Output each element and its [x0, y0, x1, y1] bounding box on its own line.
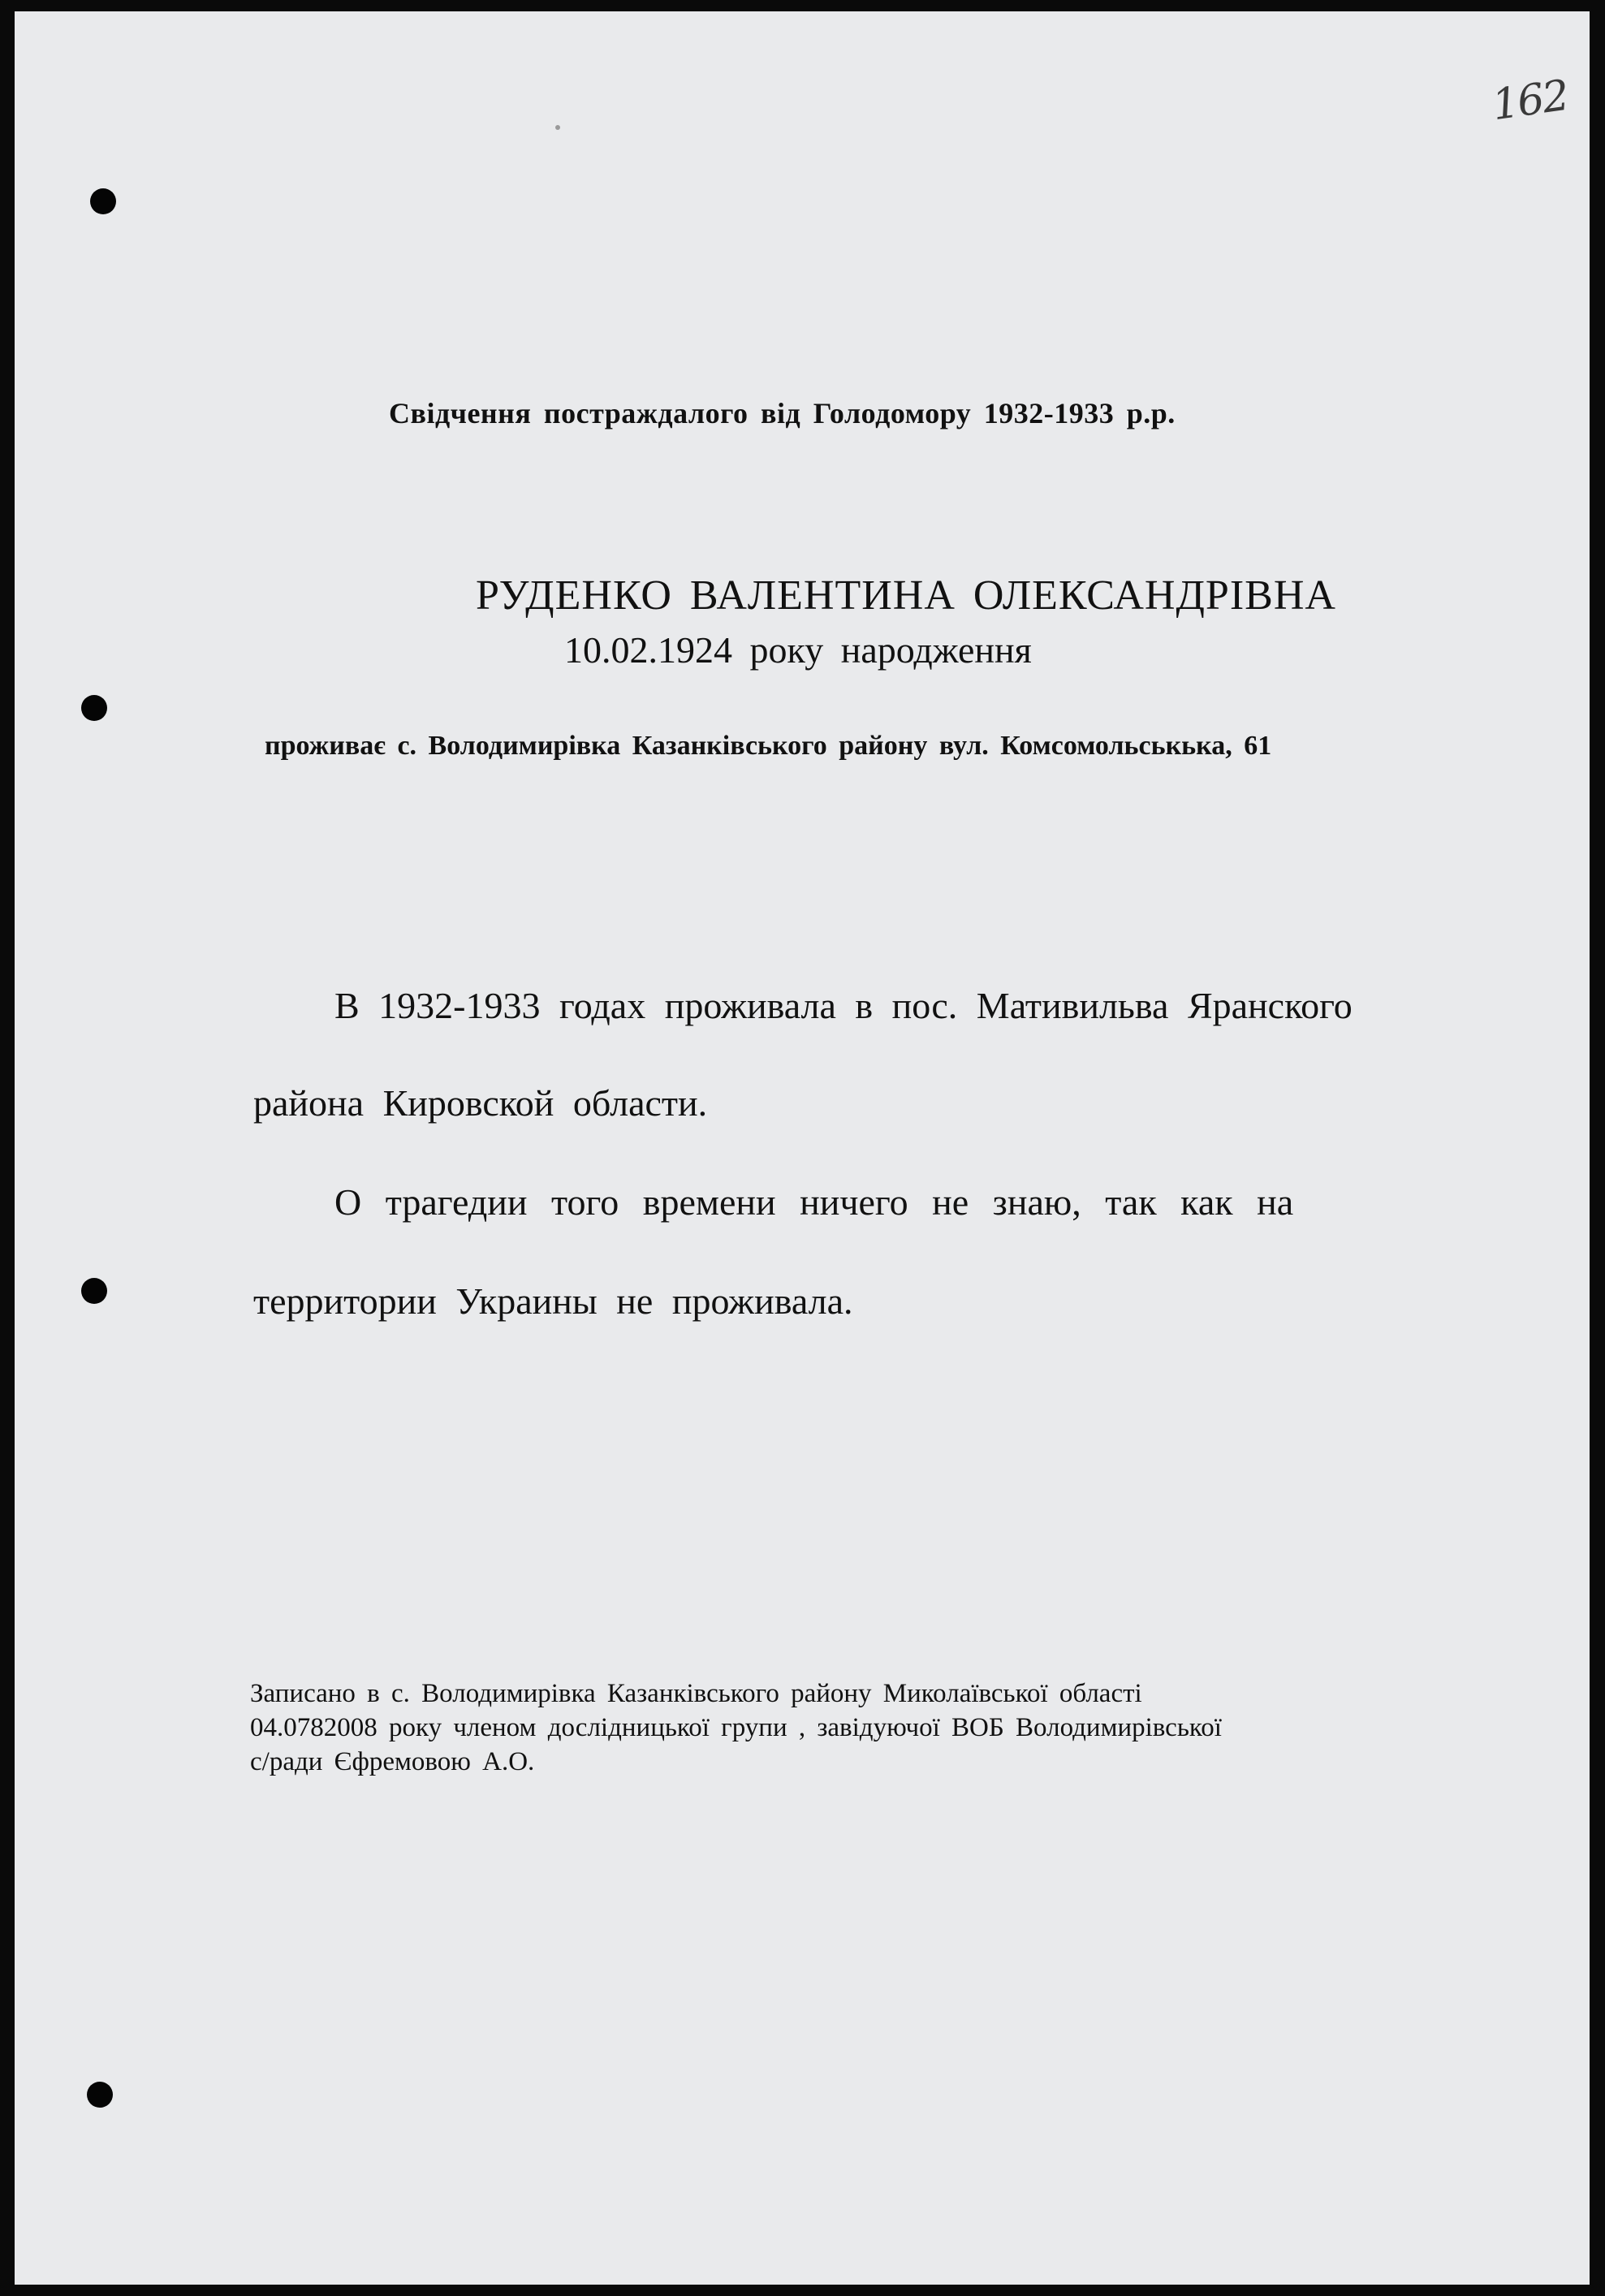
testimony-line: О трагедии того времени ничего не знаю, так как на: [334, 1181, 1294, 1223]
testimony-line: района Кировской области.: [253, 1082, 708, 1124]
handwritten-page-number: 162: [1489, 71, 1571, 131]
punch-hole: [87, 2082, 113, 2108]
document-page: [15, 11, 1590, 2285]
recording-note-line: с/ради Єфремовою А.О.: [250, 1747, 535, 1776]
document-heading: Свідчення постраждалого від Голодомору 1932-1933 р.р.: [389, 397, 1176, 429]
birth-date: 10.02.1924 року народження: [564, 629, 1032, 671]
residence-address: проживає с. Володимирівка Казанківського району вул. Комсомольськька, 61: [265, 731, 1272, 761]
punch-hole: [90, 188, 116, 214]
punch-hole: [81, 695, 107, 721]
witness-name: РУДЕНКО ВАЛЕНТИНА ОЛЕКСАНДРІВНА: [476, 572, 1336, 619]
paper-speck: [555, 125, 560, 130]
testimony-line: территории Украины не проживала.: [253, 1280, 853, 1322]
testimony-line: В 1932-1933 годах проживала в пос. Мативильва Яранского: [334, 985, 1353, 1026]
recording-note-line: 04.0782008 року членом дослідницької групи , завідуючої ВОБ Володимирівської: [250, 1713, 1222, 1742]
punch-hole: [81, 1278, 107, 1304]
recording-note-line: Записано в с. Володимирівка Казанківського району Миколаївської області: [250, 1679, 1142, 1708]
